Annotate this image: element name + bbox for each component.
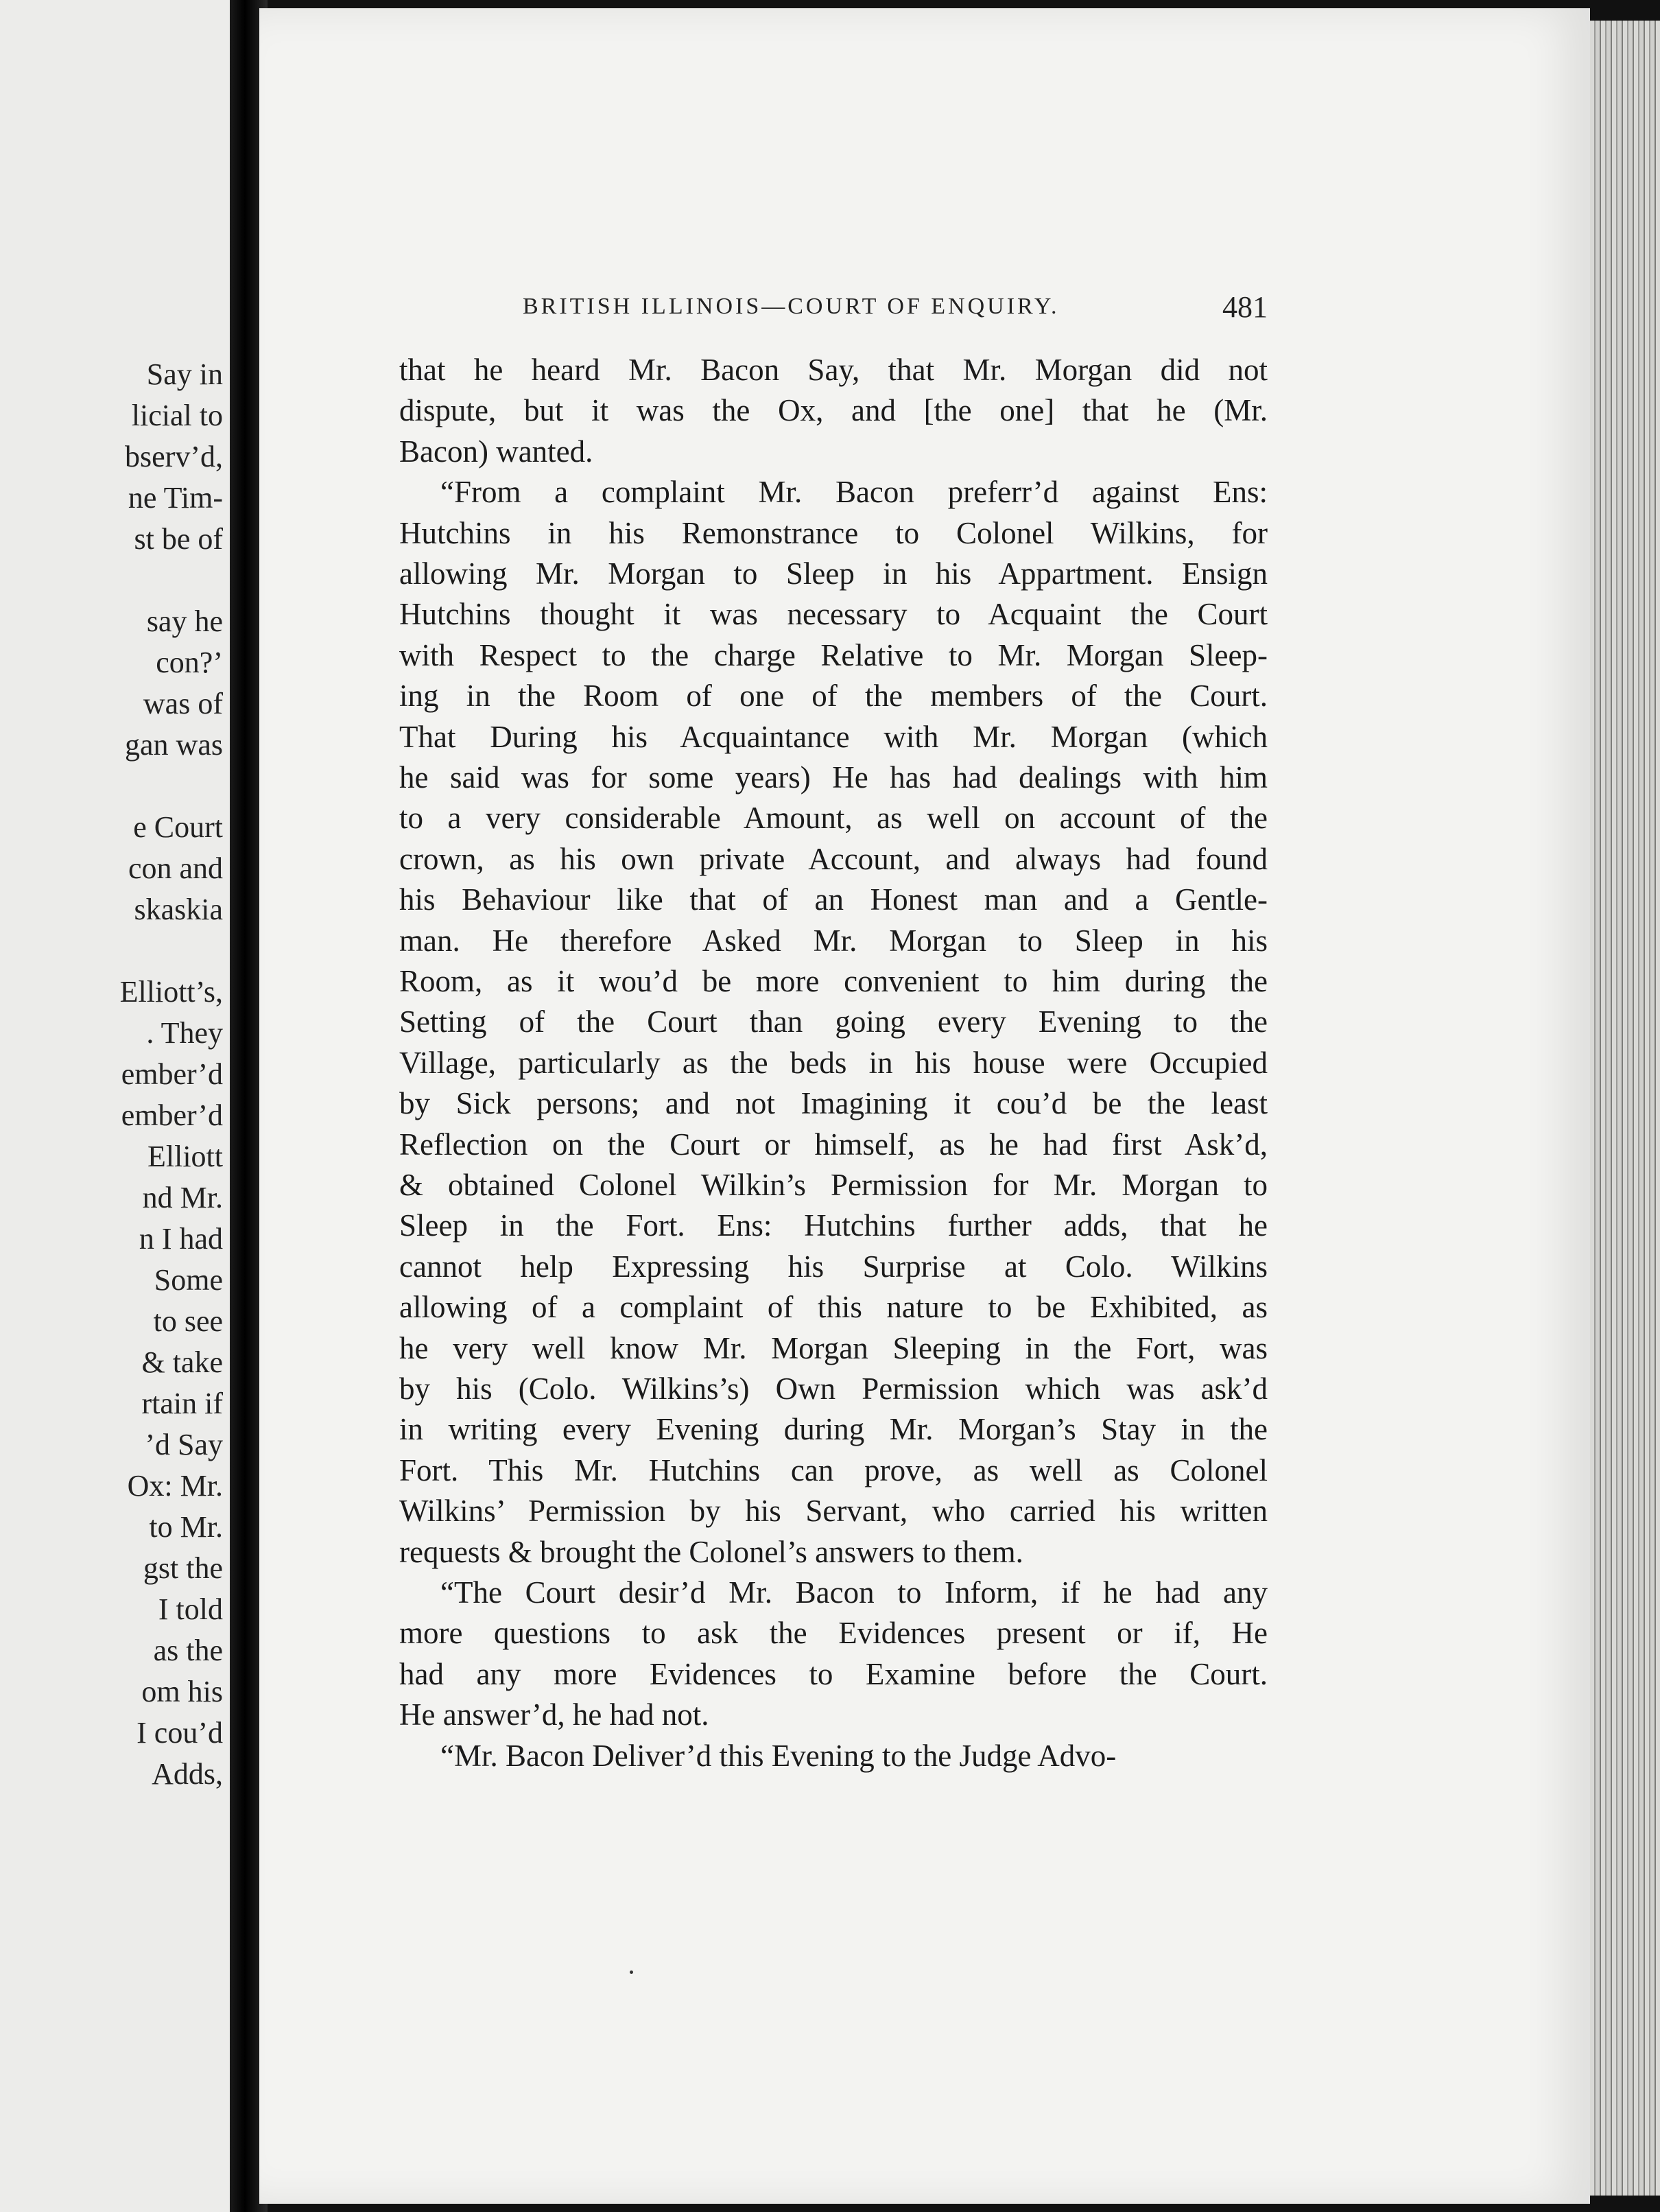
page-number: 481 — [1222, 290, 1268, 324]
text-line: & obtained Colonel Wilkin’s Permission for Mr. Morgan to — [399, 1168, 1268, 1202]
left-page-line: I told — [158, 1592, 223, 1626]
left-page-line: n I had — [139, 1222, 223, 1256]
text-line: “The Court desir’d Mr. Bacon to Inform, if he had any — [440, 1575, 1268, 1610]
text-line: he very well know Mr. Morgan Sleeping in the Fort, was — [399, 1330, 1268, 1365]
text-line: he said was for some years) He has had dealings with him — [399, 760, 1268, 795]
left-page-line: om his — [141, 1675, 223, 1708]
text-line: his Behaviour like that of an Honest man and a Gentle- — [399, 882, 1268, 917]
text-line: Bacon) wanted. — [399, 434, 593, 469]
text-line: Hutchins thought it was necessary to Acquaint the Court — [399, 597, 1268, 632]
text-line: “From a complaint Mr. Bacon preferr’d against Ens: — [440, 475, 1268, 510]
print-speck — [630, 1970, 633, 1974]
left-page-line: Elliott’s, — [119, 975, 223, 1009]
text-line: had any more Evidences to Examine before the Court. — [399, 1656, 1268, 1691]
text-line: That During his Acquaintance with Mr. Morgan (which — [399, 719, 1268, 754]
text-line: by Sick persons; and not Imagining it cou’d be the least — [399, 1086, 1268, 1121]
text-line: that he heard Mr. Bacon Say, that Mr. Morgan did not — [399, 353, 1268, 387]
left-page-line: say he — [146, 604, 223, 638]
left-page-line: Elliott — [147, 1140, 223, 1173]
text-line: Room, as it wou’d be more convenient to him during the — [399, 964, 1268, 998]
left-page-line: & take — [141, 1345, 223, 1379]
left-page-line: to Mr. — [149, 1510, 223, 1544]
text-line: Sleep in the Fort. Ens: Hutchins further adds, that he — [399, 1208, 1268, 1243]
left-page-line: I cou’d — [137, 1716, 223, 1750]
left-page — [0, 0, 230, 2212]
left-page-line: gan was — [125, 728, 223, 762]
text-line: “Mr. Bacon Deliver’d this Evening to the Judge Advo- — [440, 1738, 1117, 1773]
text-line: Wilkins’ Permission by his Servant, who carried his written — [399, 1494, 1268, 1529]
left-page-line: as the — [153, 1634, 223, 1667]
left-page-line: e Court — [133, 810, 223, 844]
text-line: with Respect to the charge Relative to Mr. Morgan Sleep- — [399, 637, 1268, 672]
text-line: Reflection on the Court or himself, as he had first Ask’d, — [399, 1127, 1268, 1162]
running-head: BRITISH ILLINOIS—COURT OF ENQUIRY. — [523, 294, 1060, 319]
text-line: He answer’d, he had not. — [399, 1697, 709, 1732]
left-page-line: ’d Say — [145, 1428, 223, 1461]
text-line: by his (Colo. Wilkins’s) Own Permission which was ask’d — [399, 1372, 1268, 1406]
page-header — [523, 290, 1268, 335]
left-page-line: to see — [153, 1304, 223, 1338]
left-page-line: st be of — [134, 522, 223, 556]
left-page-line: skaskia — [134, 893, 223, 926]
left-page-line: Some — [154, 1263, 223, 1297]
text-line: Fort. This Mr. Hutchins can prove, as well as Colonel — [399, 1452, 1268, 1487]
left-page-line: gst the — [143, 1551, 223, 1585]
text-line: cannot help Expressing his Surprise at Colo. Wilkins — [399, 1249, 1268, 1284]
text-line: ing in the Room of one of the members of the Court. — [399, 679, 1268, 714]
text-line: dispute, but it was the Ox, and [the one] that he (Mr. — [399, 393, 1268, 428]
left-page-line: Say in — [146, 357, 223, 391]
left-page-line: nd Mr. — [142, 1181, 223, 1214]
text-line: in writing every Evening during Mr. Morgan’s Stay in the — [399, 1412, 1268, 1447]
text-line: Setting of the Court than going every Evening to the — [399, 1004, 1268, 1039]
left-page-line: ember’d — [121, 1098, 223, 1132]
left-page-line: Ox: Mr. — [127, 1469, 223, 1503]
text-line: Village, particularly as the beds in his house were Occupied — [399, 1045, 1268, 1080]
text-line: allowing Mr. Morgan to Sleep in his Appartment. Ensign — [399, 556, 1268, 591]
left-page-line: . They — [146, 1016, 223, 1050]
text-line: to a very considerable Amount, as well on account of the — [399, 801, 1268, 836]
left-page-line: was of — [143, 687, 223, 720]
left-page-line: licial to — [131, 399, 223, 432]
text-line: man. He therefore Asked Mr. Morgan to Sleep in his — [399, 923, 1268, 958]
left-page-line: con?’ — [156, 646, 223, 679]
left-page-line: rtain if — [141, 1387, 223, 1420]
left-page-line: Adds, — [152, 1757, 223, 1791]
page-edges — [1590, 21, 1660, 2196]
left-page-line: ne Tim- — [128, 481, 223, 515]
left-page-line: con and — [128, 851, 223, 885]
left-page-line: bserv’d, — [125, 440, 223, 473]
text-line: allowing of a complaint of this nature to be Exhibited, as — [399, 1290, 1268, 1325]
text-line: more questions to ask the Evidences present or if, He — [399, 1616, 1268, 1651]
left-page-line: ember’d — [121, 1057, 223, 1091]
text-line: requests & brought the Colonel’s answers to them. — [399, 1534, 1023, 1569]
text-line: Hutchins in his Remonstrance to Colonel Wilkins, for — [399, 515, 1268, 550]
text-line: crown, as his own private Account, and always had found — [399, 841, 1268, 876]
